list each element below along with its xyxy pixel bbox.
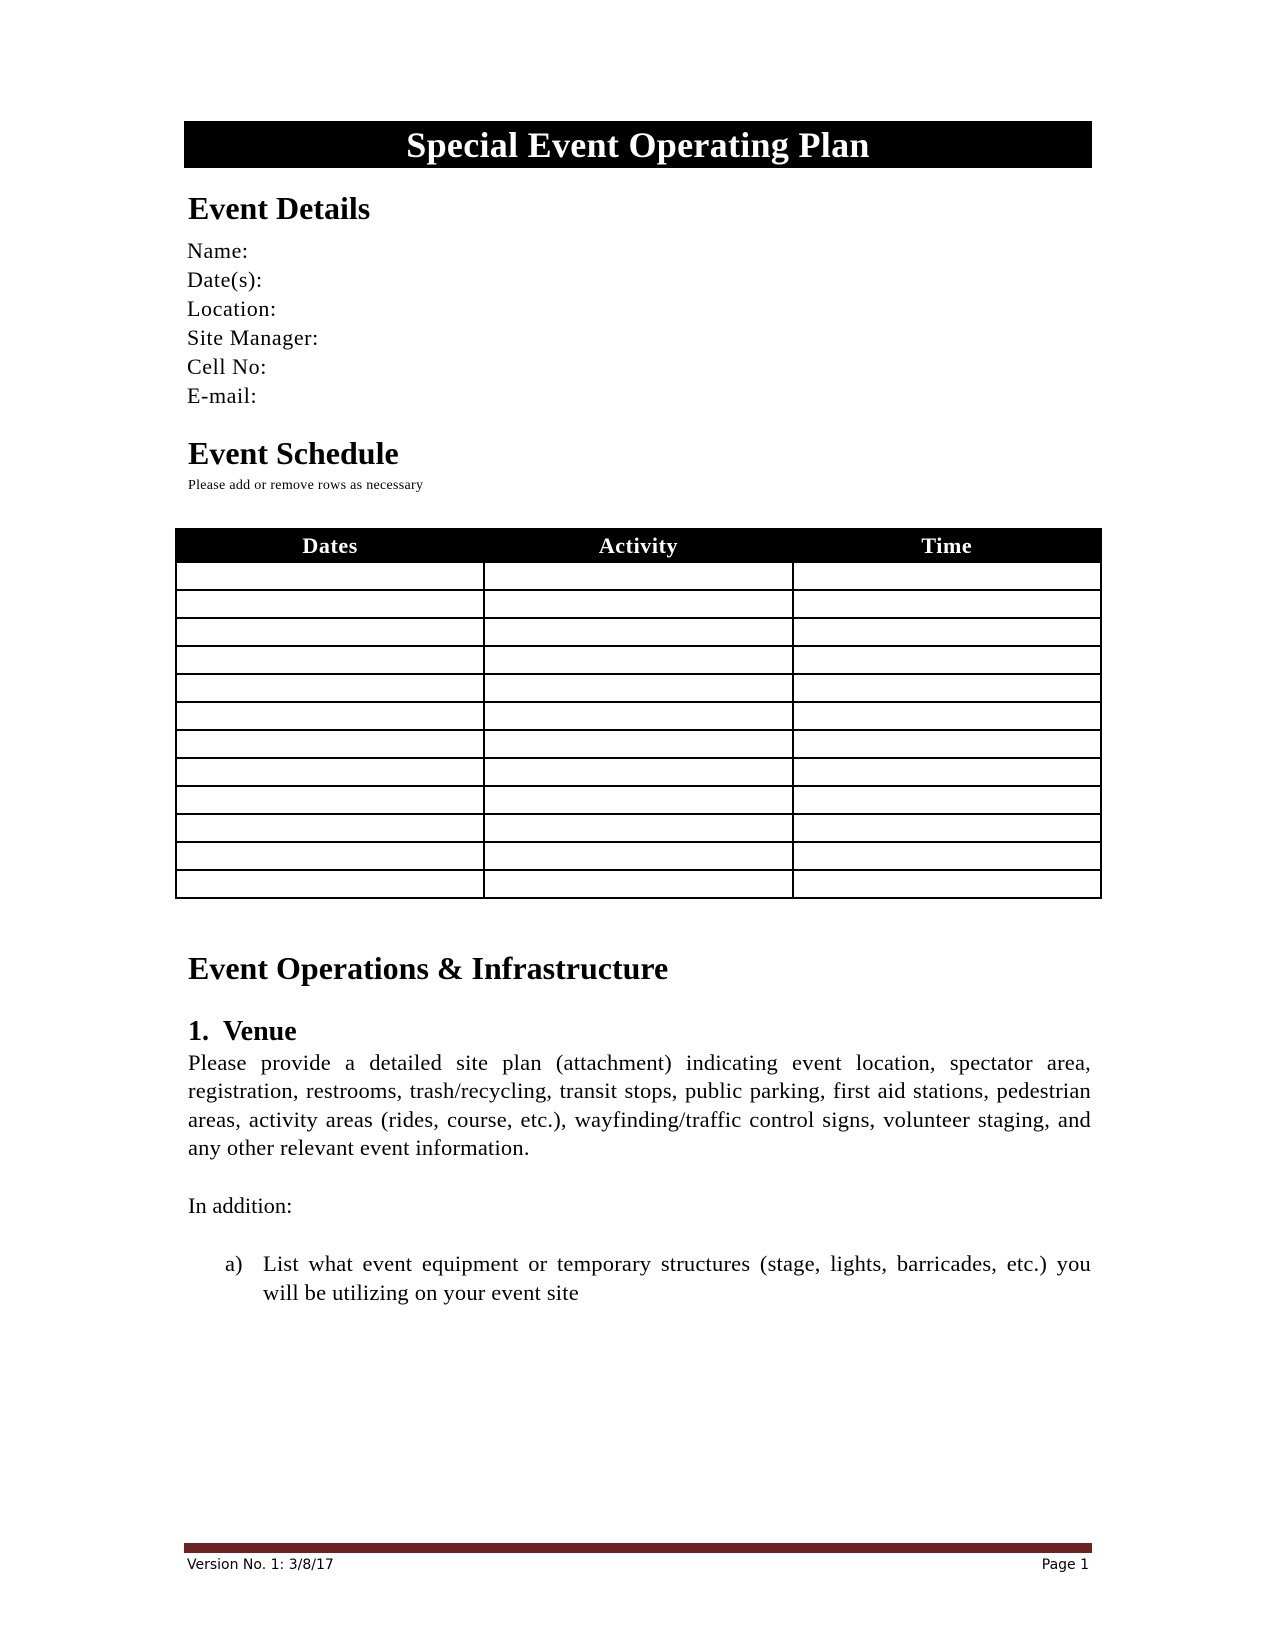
version-label: Version No. 1: 3/8/17 xyxy=(187,1557,334,1573)
venue-title: Venue xyxy=(223,1016,297,1047)
page-number: Page 1 xyxy=(1041,1557,1089,1573)
table-cell-dates[interactable] xyxy=(176,758,484,786)
event-details-heading: Event Details xyxy=(188,190,371,226)
footer-divider xyxy=(184,1543,1092,1553)
table-row xyxy=(176,674,1101,702)
table-row xyxy=(176,870,1101,898)
table-cell-activity[interactable] xyxy=(484,814,792,842)
table-row xyxy=(176,590,1101,618)
field-dates-label: Date(s): xyxy=(187,267,263,292)
field-email-label: E-mail: xyxy=(187,383,258,408)
venue-paragraph: Please provide a detailed site plan (attachment) indicating event location, spectator area, registration, restrooms, trash/recycling, transit stops, public parking, first aid stations, pedestrian areas, activity areas (rides, course, etc.), wayfinding/traffic control signs, volunteer staging, and any other relevant event information. xyxy=(188,1050,1091,1160)
event-schedule-heading: Event Schedule xyxy=(188,435,399,471)
venue-heading xyxy=(188,1018,297,1046)
field-site-manager-label: Site Manager: xyxy=(187,325,319,350)
table-row xyxy=(176,842,1101,870)
table-row xyxy=(176,786,1101,814)
table-cell-time[interactable] xyxy=(793,674,1101,702)
schedule-header-row xyxy=(176,529,1101,562)
table-row xyxy=(176,562,1101,590)
table-cell-activity[interactable] xyxy=(484,590,792,618)
table-cell-dates[interactable] xyxy=(176,646,484,674)
venue-number: 1. xyxy=(188,1016,209,1047)
table-cell-time[interactable] xyxy=(793,786,1101,814)
schedule-body xyxy=(176,562,1101,898)
table-cell-time[interactable] xyxy=(793,814,1101,842)
field-cell-label: Cell No: xyxy=(187,354,267,379)
title-banner xyxy=(184,121,1092,168)
list-item-text: List what event equipment or temporary structures (stage, lights, barricades, etc.) you will be utilizing on your event site xyxy=(263,1251,1091,1305)
table-cell-dates[interactable] xyxy=(176,786,484,814)
table-cell-activity[interactable] xyxy=(484,870,792,898)
table-cell-time[interactable] xyxy=(793,730,1101,758)
table-cell-dates[interactable] xyxy=(176,562,484,590)
field-name-label: Name: xyxy=(187,238,249,263)
column-header-dates: Dates xyxy=(176,529,484,562)
table-cell-time[interactable] xyxy=(793,758,1101,786)
table-cell-dates[interactable] xyxy=(176,842,484,870)
table-cell-time[interactable] xyxy=(793,590,1101,618)
table-cell-activity[interactable] xyxy=(484,562,792,590)
table-cell-activity[interactable] xyxy=(484,758,792,786)
table-cell-dates[interactable] xyxy=(176,618,484,646)
table-cell-activity[interactable] xyxy=(484,730,792,758)
in-addition-text: In addition: xyxy=(188,1193,293,1218)
table-cell-activity[interactable] xyxy=(484,674,792,702)
schedule-table xyxy=(175,528,1102,899)
column-header-activity: Activity xyxy=(484,529,792,562)
table-row xyxy=(176,702,1101,730)
table-cell-dates[interactable] xyxy=(176,814,484,842)
table-cell-activity[interactable] xyxy=(484,646,792,674)
page-title: Special Event Operating Plan xyxy=(406,124,870,165)
table-cell-dates[interactable] xyxy=(176,674,484,702)
table-row xyxy=(176,758,1101,786)
table-cell-activity[interactable] xyxy=(484,618,792,646)
table-cell-time[interactable] xyxy=(793,870,1101,898)
table-cell-time[interactable] xyxy=(793,562,1101,590)
table-cell-time[interactable] xyxy=(793,646,1101,674)
list-marker: a) xyxy=(225,1251,243,1276)
schedule-note: Please add or remove rows as necessary xyxy=(188,478,424,493)
field-location-label: Location: xyxy=(187,296,277,321)
table-cell-time[interactable] xyxy=(793,842,1101,870)
column-header-time: Time xyxy=(793,529,1101,562)
table-row xyxy=(176,646,1101,674)
table-cell-dates[interactable] xyxy=(176,730,484,758)
table-row xyxy=(176,730,1101,758)
table-cell-time[interactable] xyxy=(793,618,1101,646)
table-cell-time[interactable] xyxy=(793,702,1101,730)
table-cell-dates[interactable] xyxy=(176,870,484,898)
table-cell-dates[interactable] xyxy=(176,702,484,730)
operations-heading: Event Operations & Infrastructure xyxy=(188,950,669,986)
list-item xyxy=(225,1250,1091,1307)
table-cell-dates[interactable] xyxy=(176,590,484,618)
table-row xyxy=(176,618,1101,646)
table-row xyxy=(176,814,1101,842)
event-details-fields xyxy=(187,238,319,412)
table-cell-activity[interactable] xyxy=(484,702,792,730)
table-cell-activity[interactable] xyxy=(484,842,792,870)
table-cell-activity[interactable] xyxy=(484,786,792,814)
